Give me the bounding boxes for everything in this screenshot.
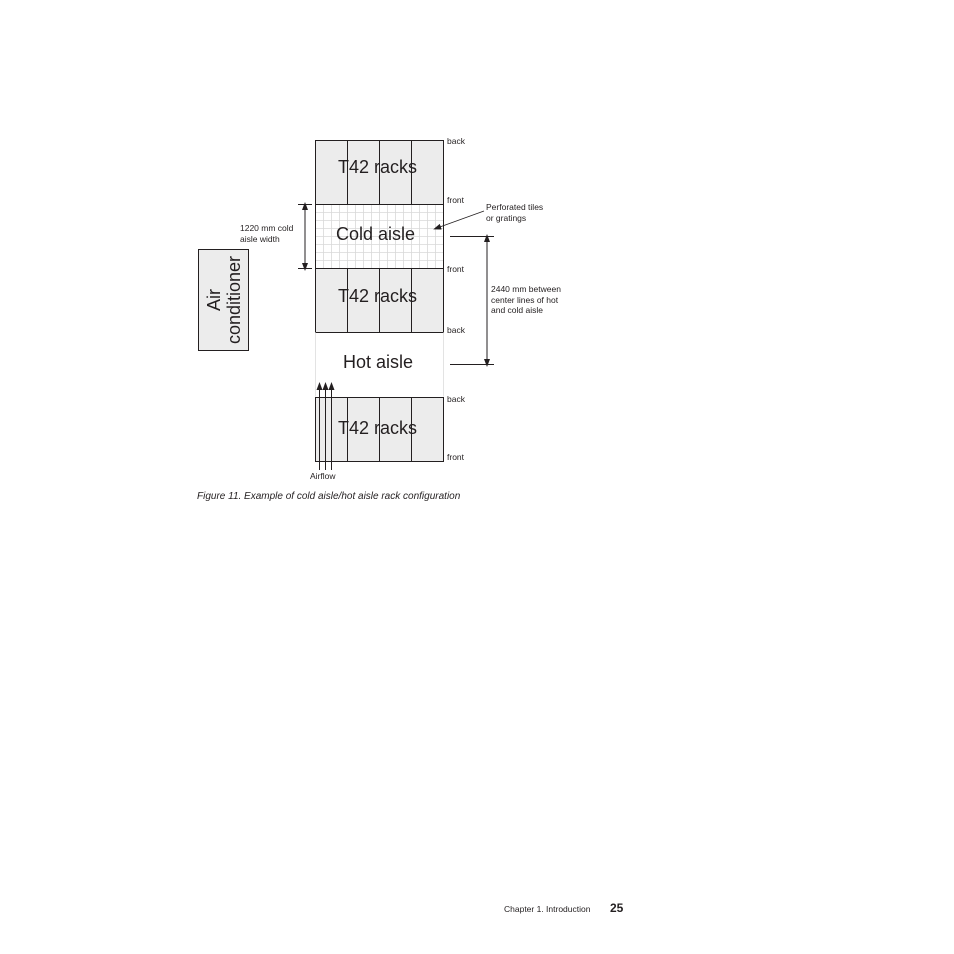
rack-bottom-bottom-side-label: front	[447, 452, 465, 462]
rack-middle-bottom-side-label: back	[447, 325, 465, 335]
air-conditioner-label	[204, 256, 244, 344]
rack-bottom-side-label: back	[447, 394, 465, 404]
cold-aisle-width-dimension	[298, 205, 312, 269]
centerline-note-line2: center lines of hot	[491, 294, 559, 305]
centerline-dimension	[450, 237, 494, 365]
figure-caption: Figure 11. Example of cold aisle/hot aisle rack configuration	[197, 491, 461, 502]
centerline-note-line1: 2440 mm between	[491, 284, 561, 294]
perforated-tiles-note	[486, 202, 543, 223]
cold-aisle-width-note-line1: 1220 mm cold	[240, 223, 294, 233]
air-conditioner-label-line1: Air	[204, 289, 224, 311]
centerline-note-line3: and cold aisle	[491, 305, 543, 315]
rack-top-side-label: back	[447, 136, 465, 146]
cold-aisle-width-note-line2: aisle width	[240, 233, 280, 244]
rack-top-bottom-side-label: front	[447, 195, 465, 205]
centerline-note	[491, 284, 561, 316]
air-conditioner-label-line2: conditioner	[224, 255, 244, 345]
cold-aisle-label: Cold aisle	[336, 224, 416, 244]
page-number: 25	[610, 901, 624, 915]
airflow-label: Airflow	[310, 471, 336, 481]
rack-label-bottom: T42 racks	[338, 418, 418, 438]
cold-aisle-width-note	[240, 223, 293, 244]
hot-aisle-label: Hot aisle	[343, 352, 414, 372]
rack-label-top: T42 racks	[338, 157, 418, 177]
perforated-tiles-note-line1: Perforated tiles	[486, 202, 544, 212]
rack-label-middle: T42 racks	[338, 286, 418, 306]
footer-chapter: Chapter 1. Introduction	[504, 904, 591, 914]
rack-middle-side-label: front	[447, 264, 465, 274]
perforated-tiles-note-line2: or gratings	[486, 212, 527, 223]
perforated-leader-arrow	[437, 211, 484, 228]
